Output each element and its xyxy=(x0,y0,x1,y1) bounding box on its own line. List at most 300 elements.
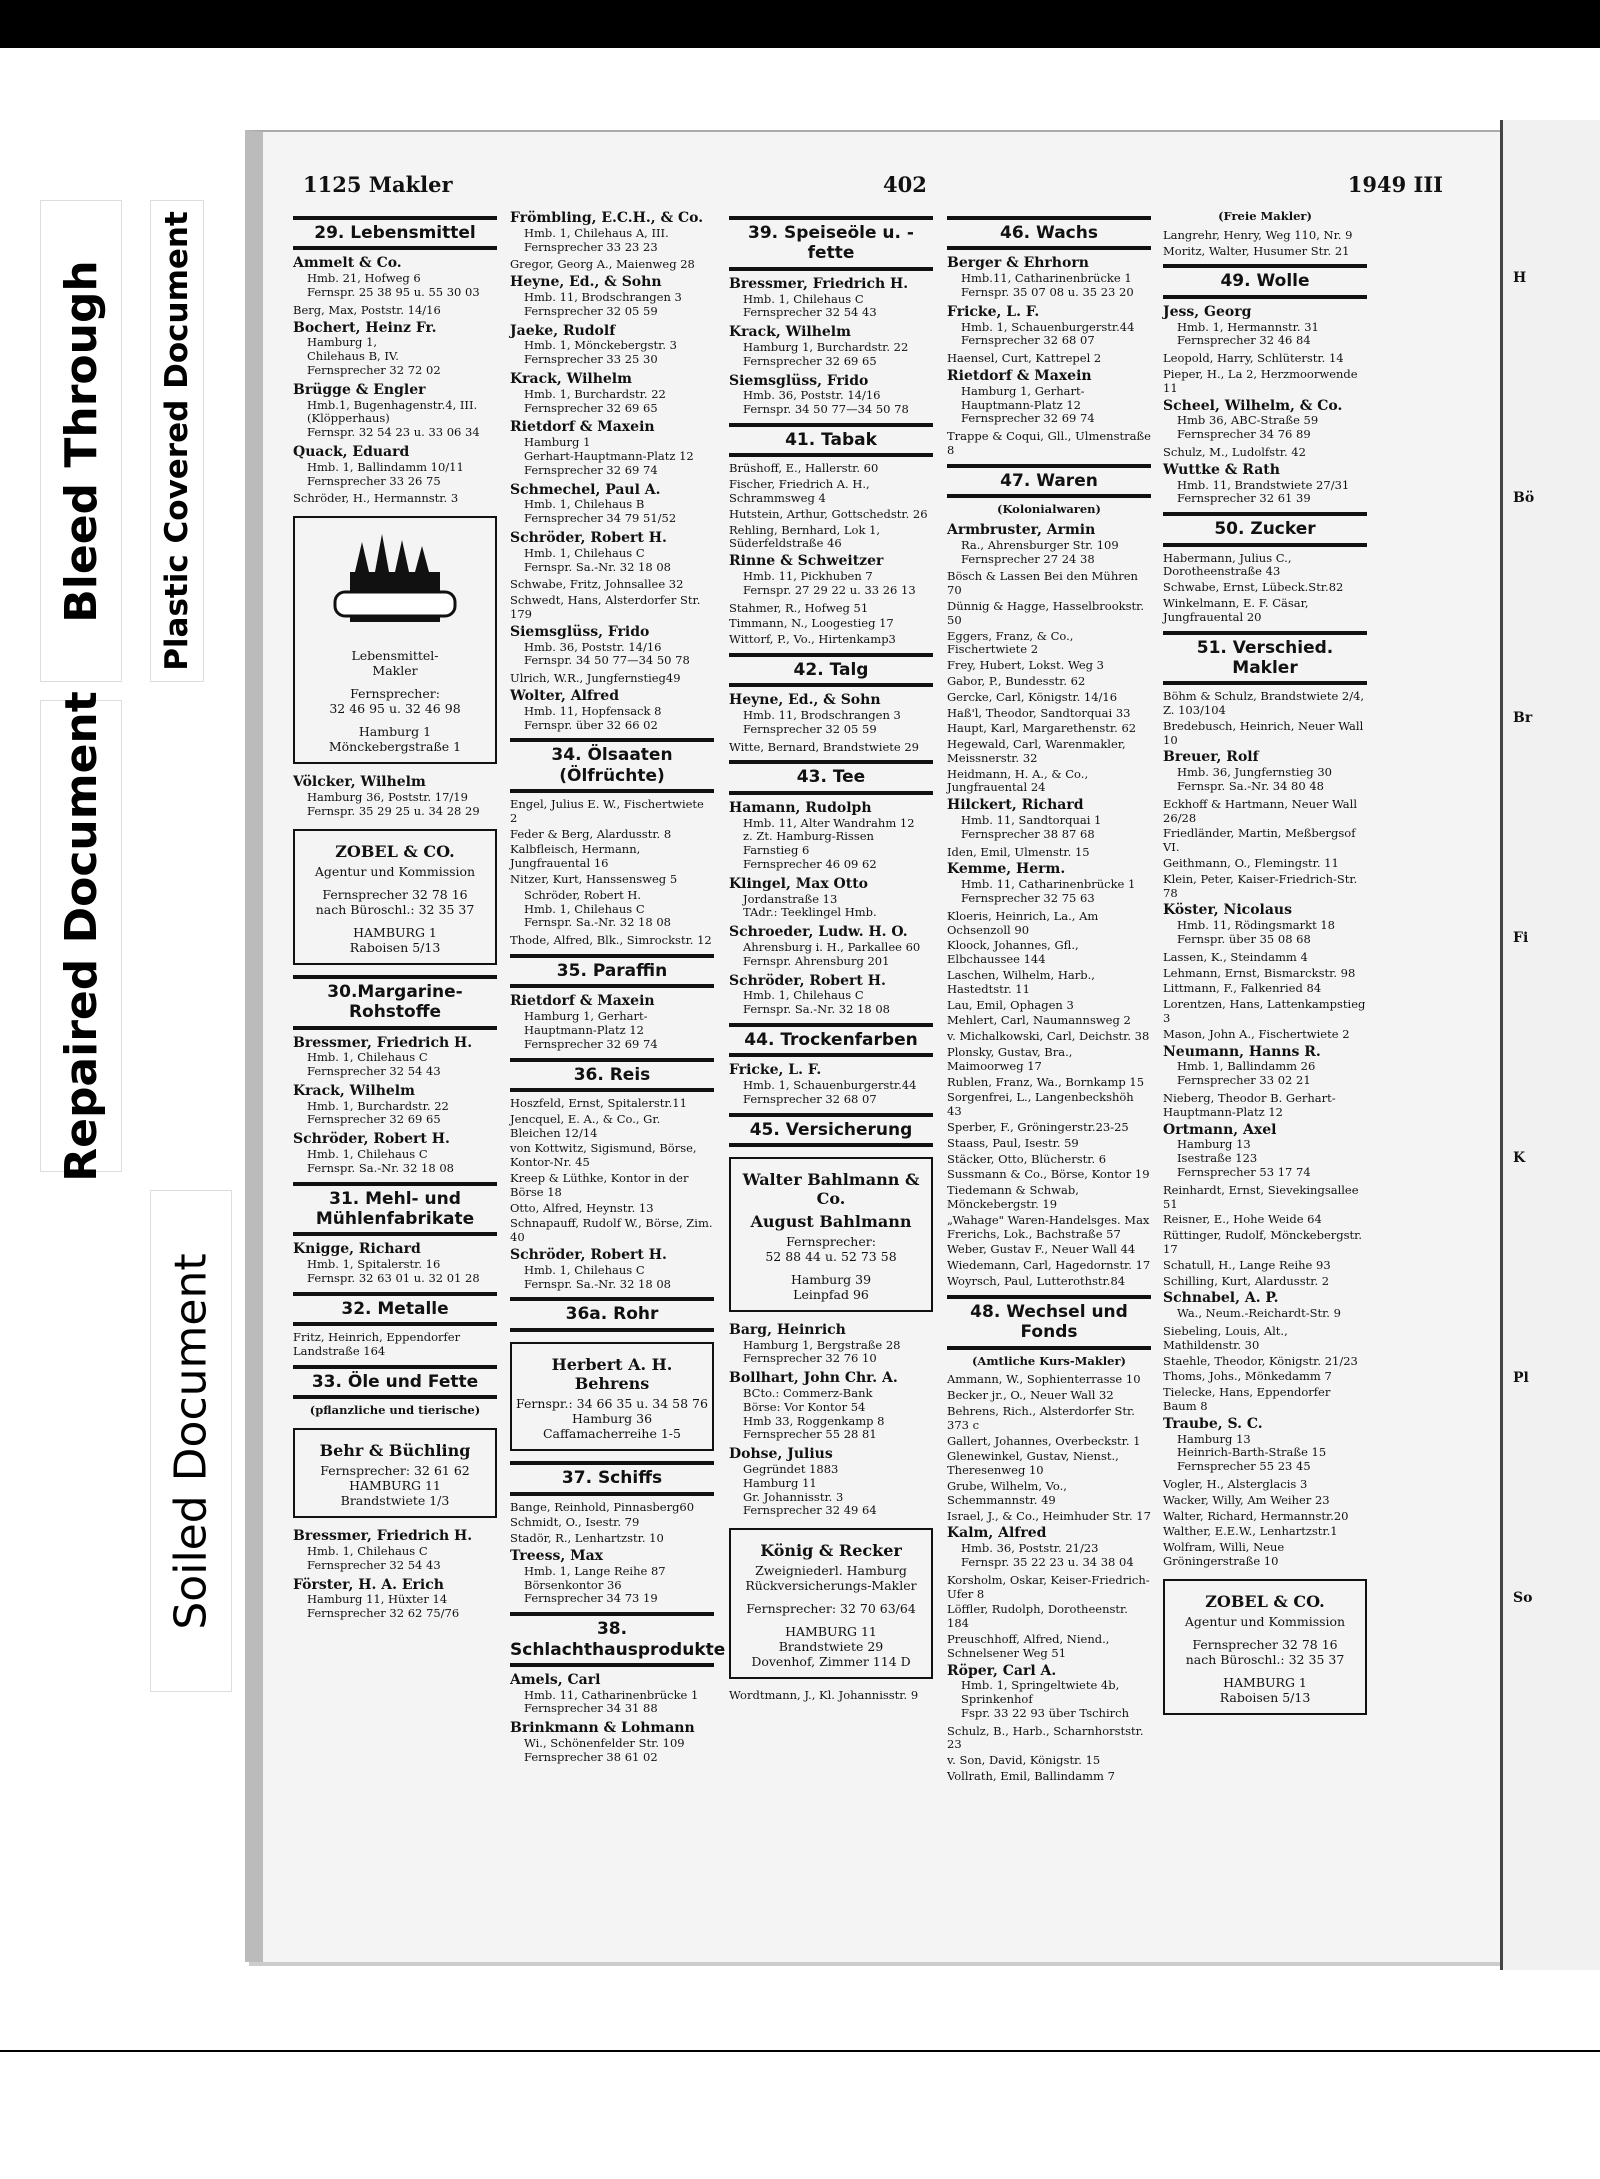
adjacent-page-fragment: Pl xyxy=(1513,1370,1529,1386)
listing-line: Mason, John A., Fischertwiete 2 xyxy=(1163,1026,1350,1041)
listing-line: Jencquel, E. A., & Co., Gr. Bleichen 12/14 xyxy=(510,1111,661,1140)
column-2 xyxy=(510,210,726,1769)
ad-line: Raboisen 5/13 xyxy=(1219,1689,1311,1705)
ad-line: Makler xyxy=(372,663,418,679)
listing-detail: Fernspr. 32 54 23 u. 33 06 34 xyxy=(307,425,480,440)
listing-entry xyxy=(947,255,1151,299)
listing-name: Dohse, Julius xyxy=(729,1446,833,1463)
ad-line: Agentur und Kommission xyxy=(314,863,476,879)
listing-entry xyxy=(1163,1122,1367,1180)
listing-entry xyxy=(1163,1290,1367,1321)
listing-entry xyxy=(1163,749,1367,793)
listing-name: Schroeder, Ludw. H. O. xyxy=(729,924,908,941)
listing-name: Jess, Georg xyxy=(1163,303,1252,320)
listing-detail: Fernspr. Sa.-Nr. 32 18 08 xyxy=(743,1002,890,1017)
listing-detail: Hmb. 21, Hofweg 6 xyxy=(307,271,421,286)
listing-detail: Fernspr. Sa.-Nr. 32 18 08 xyxy=(524,915,671,930)
listing-name: Scheel, Wilhelm, & Co. xyxy=(1163,397,1343,414)
listing-detail: Hmb 36, ABC-Straße 59 xyxy=(1177,413,1319,428)
listing-entry xyxy=(729,373,933,417)
ad-line xyxy=(1169,1667,1361,1675)
section-subheading: (Kolonialwaren) xyxy=(997,502,1101,517)
page-number: 402 xyxy=(883,172,927,197)
listing-line: Plonsky, Gustav, Bra., Maimoorweg 17 xyxy=(947,1045,1073,1073)
listing-name: Wolter, Alfred xyxy=(510,687,619,704)
ad-line: Brandstwiete 1/3 xyxy=(340,1493,450,1509)
listing-name: Bressmer, Friedrich H. xyxy=(293,1034,473,1051)
listing-detail: Hmb. 1, Chilehaus C xyxy=(307,1544,428,1558)
ad-title: ZOBEL & CO. xyxy=(335,841,455,861)
listing-name: Kalm, Alfred xyxy=(947,1525,1047,1542)
listing-entry xyxy=(510,323,714,367)
listing-line: Gregor, Georg A., Maienweg 28 xyxy=(510,257,695,272)
listing-line: Grube, Wilhelm, Vo., Schemmannstr. 49 xyxy=(947,1478,1067,1507)
ad-line xyxy=(1169,1629,1361,1637)
listing-detail: Hmb. 1, Chilehaus A, III. xyxy=(524,225,669,240)
listing-name: Traube, S. C. xyxy=(1163,1415,1263,1432)
column-5 xyxy=(1163,210,1367,1725)
listing-line: Lehmann, Ernst, Bismarckstr. 98 xyxy=(1163,965,1356,980)
listing-detail: Fernsprecher 38 61 02 xyxy=(524,1749,658,1764)
listing-entry xyxy=(510,624,714,668)
listing-line: Bange, Reinhold, Pinnasberg60 xyxy=(510,1499,695,1514)
listing-line: Ulrich, W.R., Jungfernstieg49 xyxy=(510,671,681,686)
listing-name: Schmechel, Paul A. xyxy=(510,481,661,498)
listing-line: Gabor, P., Bundesstr. 62 xyxy=(947,673,1086,688)
listing-line: Thode, Alfred, Blk., Simrockstr. 12 xyxy=(510,933,712,948)
listing-detail: Hmb. 1, Lange Reihe 87 xyxy=(524,1563,666,1578)
listing-entry xyxy=(293,1035,497,1079)
listing-line: Lau, Emil, Ophagen 3 xyxy=(947,997,1074,1012)
listing-detail: Schröder, Robert H. xyxy=(524,887,642,902)
listing-detail: Hmb. 1, Schauenburgerstr.44 xyxy=(961,319,1135,334)
listing-detail: Hmb. 1, Chilehaus C xyxy=(307,1147,428,1162)
section-heading: 51. Verschied. Makler xyxy=(1163,631,1367,686)
listing-entry xyxy=(510,993,714,1051)
listing-name: Siemsglüss, Frido xyxy=(510,623,650,640)
listing-line: Hoszfeld, Ernst, Spitalerstr.11 xyxy=(510,1096,687,1111)
listing-entry xyxy=(510,889,714,930)
listing-line: Woyrsch, Paul, Lutterothstr.84 xyxy=(947,1273,1126,1288)
ad-line: Fernsprecher 32 78 16 xyxy=(1192,1636,1338,1652)
ad-line xyxy=(299,716,491,724)
adjacent-page-fragment: H xyxy=(1513,270,1527,286)
listing-detail: Fernspr. 27 29 22 u. 33 26 13 xyxy=(743,582,916,597)
listing-line: Mehlert, Carl, Naumannsweg 2 xyxy=(947,1013,1131,1028)
listing-detail: Fernsprecher 32 69 65 xyxy=(307,1112,441,1127)
listing-detail: (Klöpperhaus) xyxy=(307,411,390,426)
listing-name: Quack, Eduard xyxy=(293,443,410,460)
section-heading: 35. Paraffin xyxy=(510,954,714,988)
listing-detail: Wi., Schönenfelder Str. 109 xyxy=(524,1736,685,1751)
listing-detail: Fernsprecher 27 24 38 xyxy=(961,551,1095,566)
listing-entry xyxy=(510,688,714,732)
listing-detail: Hamburg 13 xyxy=(1177,1431,1251,1446)
listing-entry xyxy=(729,800,933,872)
listing-name: Schröder, Robert H. xyxy=(293,1131,450,1148)
listing-line: Wiedemann, Carl, Hagedornstr. 17 xyxy=(947,1258,1151,1273)
listing-line: Winkelmann, E. F. Cäsar, Jungfrauental 20 xyxy=(1163,595,1309,624)
listing-line: Israel, J., & Co., Heimhuder Str. 17 xyxy=(947,1508,1151,1523)
listing-line: Nieberg, Theodor B. Gerhart-Hauptmann-Platz 12 xyxy=(1163,1091,1336,1119)
listing-entry xyxy=(729,324,933,368)
listing-detail: Fernsprecher 38 87 68 xyxy=(961,826,1095,841)
listing-entry xyxy=(729,1370,933,1442)
column-1 xyxy=(293,210,497,1625)
listing-line: Schulz, M., Ludolfstr. 42 xyxy=(1163,444,1306,459)
listing-detail: Fernsprecher 32 69 65 xyxy=(524,400,658,415)
listing-line: Schilling, Kurt, Alardusstr. 2 xyxy=(1163,1273,1330,1288)
listing-line: von Kottwitz, Sigismund, Börse, Kontor-Nr. 45 xyxy=(510,1141,697,1170)
listing-detail: Hmb. 11, Brodschrangen 3 xyxy=(743,708,901,723)
listing-name: Förster, H. A. Erich xyxy=(293,1576,444,1593)
listing-detail: Fernsprecher 34 73 19 xyxy=(524,1591,658,1606)
listing-line: Vogler, H., Alsterglacis 3 xyxy=(1163,1476,1308,1491)
listing-line: Sorgenfrei, L., Langenbeckshöh 43 xyxy=(947,1090,1134,1119)
listing-line: Kreep & Lüthke, Kontor in der Börse 18 xyxy=(510,1171,689,1199)
adjacent-page-fragment: K xyxy=(1513,1150,1526,1166)
listing-line: „Wahage" Waren-Handelsges. Max Frerichs, Lok., Bachstraße 57 xyxy=(947,1212,1150,1241)
listing-detail: Fernsprecher 33 25 30 xyxy=(524,352,658,367)
listing-detail: Hauptmann-Platz 12 xyxy=(524,1023,644,1038)
listing-line: Laschen, Wilhelm, Harb., Hastedtstr. 11 xyxy=(947,968,1095,996)
listing-line: Fritz, Heinrich, Eppendorfer Landstraße 164 xyxy=(293,1330,461,1359)
listing-line: Staass, Paul, Isestr. 59 xyxy=(947,1135,1079,1150)
listing-entry xyxy=(293,320,497,378)
ad-line: Lebensmittel- xyxy=(351,648,439,664)
listing-entry xyxy=(729,276,933,320)
section-subheading: (Amtliche Kurs-Makler) xyxy=(971,1353,1126,1368)
listing-detail: Hmb. 1, Burchardstr. 22 xyxy=(307,1098,449,1113)
section-heading: 32. Metalle xyxy=(293,1292,497,1326)
listing-entry xyxy=(293,1131,497,1175)
listing-name: Röper, Carl A. xyxy=(947,1662,1057,1679)
listing-detail: Fernspr. 34 50 77—34 50 78 xyxy=(524,653,690,668)
listing-entry xyxy=(293,1083,497,1127)
listing-detail: Fernsprecher 32 05 59 xyxy=(524,303,658,318)
listing-line: Korsholm, Oskar, Keiser-Friedrich-Ufer 8 xyxy=(947,1572,1150,1601)
listing-line: v. Michalkowski, Carl, Deichstr. 38 xyxy=(947,1029,1150,1044)
listing-entry xyxy=(510,274,714,318)
listing-detail: Isestraße 123 xyxy=(1177,1151,1258,1166)
ad-title: Behr & Büchling xyxy=(319,1441,471,1461)
listing-line: Berg, Max, Poststr. 14/16 xyxy=(293,302,441,317)
listing-name: Bochert, Heinz Fr. xyxy=(293,319,437,336)
ad-line xyxy=(299,917,491,925)
listing-entry xyxy=(293,1577,497,1621)
listing-name: Breuer, Rolf xyxy=(1163,749,1259,766)
listing-detail: Hmb. 1, Chilehaus C xyxy=(743,988,864,1003)
listing-name: Heyne, Ed., & Sohn xyxy=(729,692,881,709)
listing-detail: Fernsprecher 32 62 75/76 xyxy=(307,1606,460,1621)
listing-line: Stäcker, Otto, Blücherstr. 6 xyxy=(947,1151,1107,1166)
listing-line: Feder & Berg, Alardusstr. 8 xyxy=(510,826,672,841)
listing-entry xyxy=(947,861,1151,905)
listing-detail: Fernsprecher 32 54 43 xyxy=(743,305,877,320)
listing-line: Friedländer, Martin, Meßbergsof VI. xyxy=(1163,826,1356,855)
listing-name: Schröder, Robert H. xyxy=(729,972,886,989)
listing-entry xyxy=(947,797,1151,841)
section-heading: 43. Tee xyxy=(729,760,933,794)
listing-detail: Fernsprecher 46 09 62 xyxy=(743,857,877,872)
listing-name: Bollhart, John Chr. A. xyxy=(729,1370,898,1387)
label-bleed-through: Bleed Through xyxy=(40,200,122,682)
section-heading: 30.Margarine-Rohstoffe xyxy=(293,975,497,1030)
listing-detail: Fernsprecher 34 31 88 xyxy=(524,1701,658,1716)
listing-line: Witte, Bernard, Brandstwiete 29 xyxy=(729,739,919,754)
listing-name: Rietdorf & Maxein xyxy=(510,419,655,436)
listing-detail: Fernsprecher 32 69 74 xyxy=(524,462,658,477)
listing-detail: Hmb. 1, Chilehaus C xyxy=(524,545,645,560)
listing-name: Siemsglüss, Frido xyxy=(729,372,869,389)
listing-line: Otto, Alfred, Heynstr. 13 xyxy=(510,1200,654,1215)
listing-name: Köster, Nicolaus xyxy=(1163,902,1292,919)
ad-line: HAMBURG 11 xyxy=(785,1624,877,1640)
listing-detail: Hmb. 1, Chilehaus C xyxy=(524,1262,645,1277)
listing-line: Schnapauff, Rudolf W., Börse, Zim. 40 xyxy=(510,1216,713,1245)
listing-detail: Fernsprecher 32 72 02 xyxy=(307,362,441,377)
listing-entry xyxy=(1163,1416,1367,1474)
ad-line: Fernsprecher: xyxy=(786,1233,876,1249)
listing-entry xyxy=(729,553,933,597)
listing-entry xyxy=(1163,398,1367,442)
listing-line: Stadör, R., Lenhartzstr. 10 xyxy=(510,1531,664,1546)
listing-line: Vollrath, Emil, Ballindamm 7 xyxy=(947,1769,1115,1784)
listing-detail: Fernsprecher 55 23 45 xyxy=(1177,1459,1311,1474)
ad-line: Hamburg 39 xyxy=(790,1271,872,1287)
ad-line: Fernsprecher: 32 61 62 xyxy=(320,1463,470,1479)
listing-name: Fricke, L. F. xyxy=(947,303,1040,320)
listing-line: Geithmann, O., Flemingstr. 11 xyxy=(1163,856,1339,871)
listing-line: Habermann, Julius C., Dorotheenstraße 43 xyxy=(1163,550,1292,579)
listing-detail: BCto.: Commerz-Bank xyxy=(743,1385,873,1400)
listing-entry xyxy=(510,1672,714,1716)
listing-detail: Fernspr. 32 63 01 u. 32 01 28 xyxy=(307,1271,480,1286)
listing-detail: Hmb. 36, Poststr. 21/23 xyxy=(961,1541,1099,1556)
listing-line: Schröder, H., Hermannstr. 3 xyxy=(293,491,459,506)
listing-detail: Fernspr. Sa.-Nr. 32 18 08 xyxy=(524,1276,671,1291)
page-header xyxy=(273,172,1503,202)
listing-line: v. Son, David, Königstr. 15 xyxy=(947,1753,1101,1768)
adjacent-page-edge xyxy=(1500,120,1600,1970)
listing-entry xyxy=(293,1528,497,1572)
listing-entry xyxy=(729,1062,933,1106)
listing-line: Ammann, W., Sophienterrasse 10 xyxy=(947,1372,1141,1387)
listing-line: Rehling, Bernhard, Lok 1, Süderfeldstraße 46 xyxy=(729,522,881,551)
listing-name: Amels, Carl xyxy=(510,1671,601,1688)
ad-line: Agentur und Kommission xyxy=(1184,1613,1346,1629)
ad-line: Dovenhof, Zimmer 114 D xyxy=(751,1654,911,1670)
listing-line: Wordtmann, J., Kl. Johannisstr. 9 xyxy=(729,1688,919,1703)
listing-entry xyxy=(510,1548,714,1606)
listing-detail: Hamburg 13 xyxy=(1177,1137,1251,1152)
listing-name: Hamann, Rudolph xyxy=(729,799,872,816)
listing-line: Bösch & Lassen Bei den Mühren 70 xyxy=(947,569,1138,598)
listing-detail: Hmb.1, Bugenhagenstr.4, III. xyxy=(307,397,478,412)
listing-name: Bressmer, Friedrich H. xyxy=(729,275,909,292)
listing-name: Rietdorf & Maxein xyxy=(510,993,655,1010)
ad-line xyxy=(299,678,491,686)
listing-line: Brüshoff, E., Hallerstr. 60 xyxy=(729,461,879,476)
ad-line xyxy=(735,1616,927,1624)
listing-line: Lassen, K., Steindamm 4 xyxy=(1163,949,1308,964)
listing-name: Hilckert, Richard xyxy=(947,797,1084,814)
listing-detail: Hmb. 1, Chilehaus C xyxy=(743,291,864,306)
listing-line: Schwabe, Fritz, Johnsallee 32 xyxy=(510,577,684,592)
advertisement-box xyxy=(293,1428,497,1518)
section-heading: 44. Trockenfarben xyxy=(729,1023,933,1057)
listing-detail: Hmb. 1, Spitalerstr. 16 xyxy=(307,1257,441,1272)
listing-entry xyxy=(1163,902,1367,946)
listing-line: Frey, Hubert, Lokst. Weg 3 xyxy=(947,658,1104,673)
listing-name: Völcker, Wilhelm xyxy=(293,774,426,791)
adjacent-page-fragment: Br xyxy=(1513,710,1533,726)
listing-name: Bressmer, Friedrich H. xyxy=(293,1528,473,1545)
section-heading: 36a. Rohr xyxy=(510,1297,714,1331)
listing-detail: Fernspr. 34 50 77—34 50 78 xyxy=(743,402,909,417)
adjacent-page-fragment: Fi xyxy=(1513,930,1529,946)
section-heading: 29. Lebensmittel xyxy=(293,216,497,250)
listing-detail: Fernspr. 35 22 23 u. 34 38 04 xyxy=(961,1554,1134,1569)
listing-detail: Fernsprecher 32 69 65 xyxy=(743,353,877,368)
listing-line: Sperber, F., Gröningerstr.23-25 xyxy=(947,1120,1129,1135)
listing-detail: Hmb. 1, Chilehaus B xyxy=(524,497,645,512)
listing-line: Böhm & Schulz, Brandstwiete 2/4, Z. 103/104 xyxy=(1163,689,1365,718)
header-right: 1949 III xyxy=(1347,172,1443,197)
listing-detail: Hmb. 1, Springeltwiete 4b, xyxy=(961,1678,1120,1693)
listing-name: Armbruster, Armin xyxy=(947,521,1096,538)
listing-name: Knigge, Richard xyxy=(293,1241,421,1258)
listing-detail: Jordanstraße 13 xyxy=(743,891,838,906)
listing-entry xyxy=(1163,304,1367,348)
section-heading: 48. Wechsel und Fonds xyxy=(947,1295,1151,1350)
listing-detail: Hamburg 36, Poststr. 17/19 xyxy=(307,789,468,804)
listing-detail: Hmb. 1, Schauenburgerstr.44 xyxy=(743,1078,917,1093)
section-heading: 45. Versicherung xyxy=(729,1113,933,1147)
listing-detail: Fernspr. Sa.-Nr. 34 80 48 xyxy=(1177,779,1324,794)
listing-name: Schröder, Robert H. xyxy=(510,529,667,546)
listing-name: Treess, Max xyxy=(510,1547,604,1564)
listing-name: Neumann, Hanns R. xyxy=(1163,1043,1321,1060)
listing-line: Pieper, H., La 2, Herzmoorwende 11 xyxy=(1163,366,1358,395)
listing-line: Preuschhoff, Alfred, Niend., Schnelsener Weg 51 xyxy=(947,1631,1110,1660)
listing-line: Walther, E.E.W., Lenhartzstr.1 xyxy=(1163,1524,1338,1539)
listing-line: Heidmann, H. A., & Co., Jungfrauental 24 xyxy=(947,766,1089,795)
listing-detail: Fernspr. Ahrensburg 201 xyxy=(743,953,890,968)
listing-detail: Hmb 33, Roggenkamp 8 xyxy=(743,1413,885,1428)
listing-detail: Fernspr. 25 38 95 u. 55 30 03 xyxy=(307,284,480,299)
section-heading: 37. Schiffs xyxy=(510,1461,714,1495)
ad-line xyxy=(735,1593,927,1601)
listing-detail: Hamburg 1, Gerhart- xyxy=(961,383,1085,398)
listing-detail: Hmb. 1, Burchardstr. 22 xyxy=(524,386,666,401)
section-subheading: (pflanzliche und tierische) xyxy=(309,1403,481,1418)
listing-line: Kalbfleisch, Hermann, Jungfrauental 16 xyxy=(510,842,641,871)
listing-detail: Fernsprecher 33 26 75 xyxy=(307,473,441,488)
listing-line: Tiedemann & Schwab, Mönckebergstr. 19 xyxy=(947,1183,1079,1211)
listing-detail: Fernspr. 35 29 25 u. 34 28 29 xyxy=(307,803,480,818)
advertisement-box xyxy=(1163,1579,1367,1715)
ad-line: Caffamacherreihe 1-5 xyxy=(542,1426,681,1442)
listing-detail: Fernsprecher 55 28 81 xyxy=(743,1427,877,1442)
listing-line: Siebeling, Louis, Alt., Mathildenstr. 30 xyxy=(1163,1323,1288,1352)
listing-detail: Fernsprecher 32 46 84 xyxy=(1177,333,1311,348)
listing-line: Weber, Gustav F., Neuer Wall 44 xyxy=(947,1242,1136,1257)
listing-entry xyxy=(729,1322,933,1366)
ad-line: HAMBURG 1 xyxy=(1223,1674,1307,1690)
listing-detail: Hmb. 11, Brodschrangen 3 xyxy=(524,289,682,304)
advertisement-box xyxy=(293,829,497,965)
advertisement-box xyxy=(510,1342,714,1451)
listing-name: Ammelt & Co. xyxy=(293,255,402,272)
listing-line: Behrens, Rich., Alsterdorfer Str. 373 c xyxy=(947,1403,1135,1432)
listing-entry xyxy=(729,973,933,1017)
listing-line: Wittorf, P., Vo., Hirtenkamp3 xyxy=(729,632,896,647)
listing-name: Schnabel, A. P. xyxy=(1163,1290,1279,1307)
listing-line: Klein, Peter, Kaiser-Friedrich-Str. 78 xyxy=(1163,871,1358,900)
listing-detail: Fernsprecher 32 69 74 xyxy=(961,411,1095,426)
listing-line: Hegewald, Carl, Warenmakler, Meissnerstr. 32 xyxy=(947,737,1126,765)
listing-entry xyxy=(1163,462,1367,506)
adjacent-page-fragment: Bö xyxy=(1513,490,1535,506)
section-heading: 36. Reis xyxy=(510,1058,714,1092)
listing-detail: Hmb. 11, Alter Wandrahm 12 xyxy=(743,815,915,830)
ad-line: 52 88 44 u. 52 73 58 xyxy=(765,1248,897,1264)
listing-line: Reisner, E., Hohe Weide 64 xyxy=(1163,1212,1322,1227)
listing-entry xyxy=(510,210,714,254)
listing-detail: Fernsprecher 32 68 07 xyxy=(743,1092,877,1107)
ad-line: Hamburg 1 xyxy=(358,724,432,740)
section-heading: 41. Tabak xyxy=(729,423,933,457)
listing-line: Engel, Julius E. W., Fischertwiete 2 xyxy=(510,797,704,825)
listing-line: Hutstein, Arthur, Gottschedstr. 26 xyxy=(729,506,928,521)
listing-detail: Fernsprecher 32 76 10 xyxy=(743,1351,877,1366)
listing-line: Reinhardt, Ernst, Sievekingsallee 51 xyxy=(1163,1182,1359,1211)
listing-entry xyxy=(293,255,497,299)
listing-detail: Farnstieg 6 xyxy=(743,843,810,858)
listing-entry xyxy=(947,522,1151,566)
ad-line: Raboisen 5/13 xyxy=(349,939,441,955)
listing-name: Kemme, Herm. xyxy=(947,861,1066,878)
listing-detail: Hmb. 1, Mönckebergstr. 3 xyxy=(524,338,677,353)
listing-detail: TAdr.: Teeklingel Hmb. xyxy=(743,905,877,920)
header-left: 1125 Makler xyxy=(303,172,453,197)
ad-line: Fernsprecher: 32 70 63/64 xyxy=(746,1601,916,1617)
listing-detail: Hmb. 36, Poststr. 14/16 xyxy=(743,388,881,403)
listing-line: Rüttinger, Rudolf, Mönckebergstr. 17 xyxy=(1163,1228,1363,1256)
listing-detail: Hamburg 11 xyxy=(743,1475,817,1490)
listing-name: Rietdorf & Maxein xyxy=(947,367,1092,384)
listing-detail: Börsenkontor 36 xyxy=(524,1577,622,1592)
section-heading: 50. Zucker xyxy=(1163,512,1367,546)
listing-entry xyxy=(510,371,714,415)
advertisement-box xyxy=(729,1157,933,1312)
label-plastic-covered: Plastic Covered Document xyxy=(150,200,204,682)
listing-entry xyxy=(510,1247,714,1291)
listing-detail: Börse: Vor Kontor 54 xyxy=(743,1399,866,1414)
listing-detail: Hmb. 1, Ballindamm 10/11 xyxy=(307,459,464,474)
listing-name: Krack, Wilhelm xyxy=(510,370,632,387)
listing-line: Nitzer, Kurt, Hanssensweg 5 xyxy=(510,872,678,887)
listing-line: Eggers, Franz, & Co., Fischertwiete 2 xyxy=(947,628,1074,657)
listing-detail: Hmb. 11, Pickhuben 7 xyxy=(743,568,873,583)
listing-detail: Hmb. 11, Sandtorquai 1 xyxy=(961,813,1102,828)
listing-detail: Hmb. 1, Chilehaus C xyxy=(524,901,645,916)
listing-line: Timmann, N., Loogestieg 17 xyxy=(729,616,894,631)
ad-title: Herbert A. H. Behrens xyxy=(551,1354,673,1393)
listing-name: Berger & Ehrhorn xyxy=(947,255,1089,272)
ad-line: Fernsprecher: xyxy=(350,686,440,702)
